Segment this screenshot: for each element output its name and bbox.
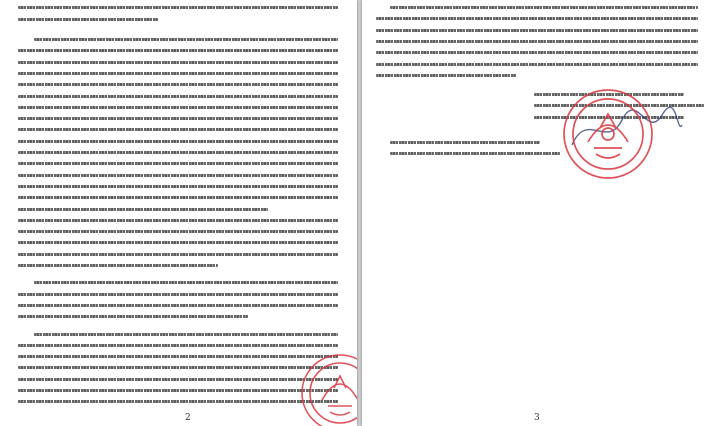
text-line [18,355,338,358]
text-line [376,17,698,20]
text-line [376,51,698,54]
text-line [376,40,698,43]
text-line [376,74,516,77]
page-right-text-body [362,0,720,426]
text-line [18,185,338,188]
text-line [18,49,338,52]
text-line [18,253,338,256]
text-line [18,162,338,165]
text-line [18,196,338,199]
page-number-right: 3 [534,413,540,423]
text-line [18,151,338,154]
text-line [18,378,338,381]
text-line [18,315,248,318]
text-line [18,230,338,233]
text-line [18,6,338,9]
text-line [390,6,698,9]
text-line [18,95,338,98]
text-line [18,61,338,64]
text-line [390,141,540,144]
text-line [18,344,338,347]
text-line [18,264,218,267]
text-line [18,400,338,403]
text-line [390,152,560,155]
text-line [18,117,338,120]
page-number-left: 2 [185,413,191,423]
text-line [34,38,338,41]
text-line [376,29,698,32]
text-line [18,106,338,109]
text-line [18,174,338,177]
document-page-right [362,0,720,426]
royal-seal-icon [560,86,656,182]
text-line [34,333,338,336]
text-line [18,72,338,75]
text-line [376,63,698,66]
text-line [18,128,338,131]
text-line [18,366,338,369]
text-line [18,208,268,211]
text-line [18,304,338,307]
text-line [18,18,158,21]
text-line [34,281,338,284]
document-page-left [0,0,357,426]
text-line [18,293,338,296]
text-line [18,241,338,244]
text-line [18,389,338,392]
royal-seal-icon [300,348,357,426]
text-line [18,83,338,86]
text-line [18,219,338,222]
text-line [18,140,338,143]
